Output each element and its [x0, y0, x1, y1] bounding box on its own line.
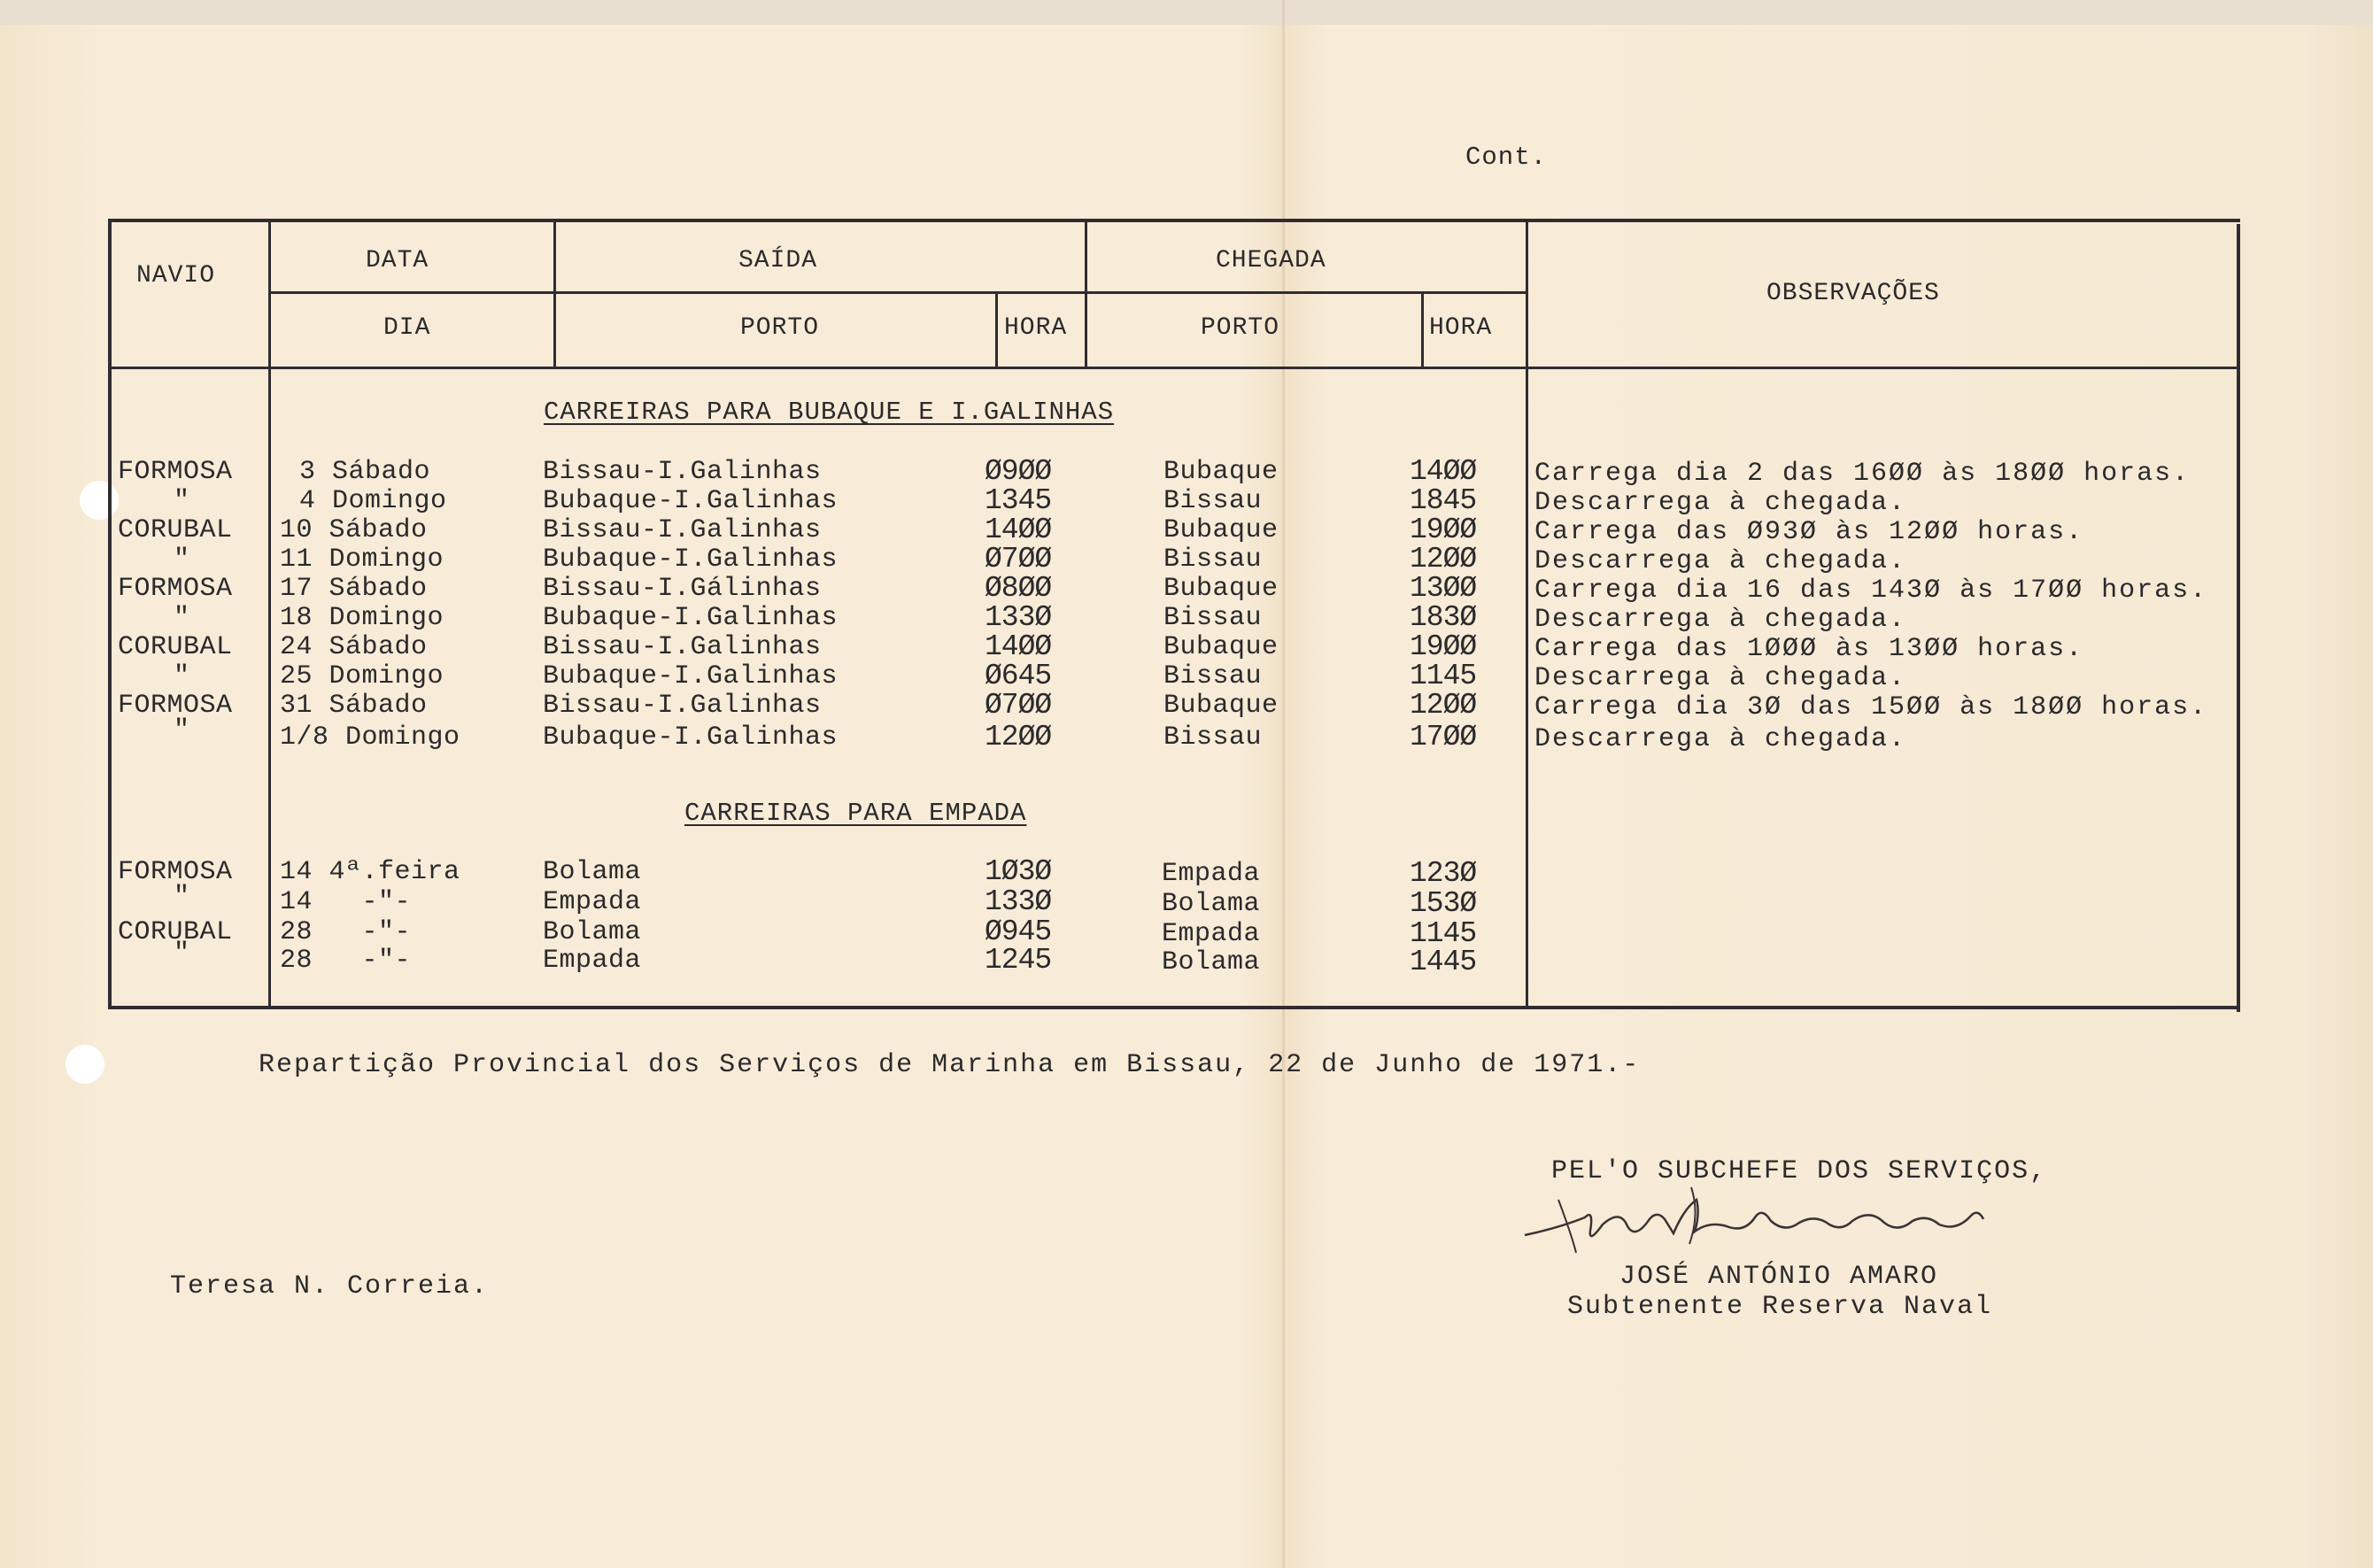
porto-saida-cell: Bissau-I.Galinhas	[543, 691, 822, 721]
porto-chegada-cell: Bubaque	[1163, 574, 1279, 604]
navio-cell: "	[174, 882, 190, 912]
hora-saida-cell: Ø8ØØ	[985, 572, 1052, 605]
hora-saida-cell: Ø9ØØ	[985, 455, 1052, 488]
typist-initials: Teresa N. Correia.	[170, 1271, 490, 1302]
hora-saida-cell: Ø7ØØ	[985, 689, 1052, 722]
navio-cell: FORMOSA	[118, 457, 233, 487]
dia-cell: 4 Domingo	[299, 486, 447, 516]
hora-saida-cell: 14ØØ	[985, 514, 1052, 546]
obs-cell: Descarrega à chegada.	[1534, 663, 1907, 693]
obs-cell: Carrega dia 2 das 16ØØ às 18ØØ horas.	[1534, 459, 2191, 489]
navio-cell: FORMOSA	[118, 574, 233, 604]
hora-chegada-cell: 19ØØ	[1410, 630, 1477, 663]
porto-chegada-cell: Bolama	[1162, 889, 1261, 919]
dia-cell: 17 Sábado	[280, 574, 428, 604]
hora-chegada-cell: 12ØØ	[1410, 689, 1477, 722]
section-title-empada: CARREIRAS PARA EMPADA	[684, 799, 1027, 828]
porto-saida-cell: Bubaque-I.Galinhas	[543, 486, 839, 516]
porto-saida-cell: Bolama	[543, 917, 642, 947]
header-hora-saida: HORA	[1004, 314, 1068, 342]
dia-cell: 3 Sábado	[299, 457, 431, 487]
hora-chegada-cell: 13ØØ	[1410, 572, 1477, 605]
porto-chegada-cell: Bubaque	[1163, 691, 1279, 721]
porto-chegada-cell: Empada	[1162, 859, 1261, 889]
porto-saida-cell: Empada	[543, 887, 642, 917]
hora-chegada-cell: 14ØØ	[1410, 455, 1477, 488]
hora-saida-cell: 1345	[985, 484, 1052, 517]
header-porto-chegada: PORTO	[1201, 314, 1280, 342]
navio-cell: FORMOSA	[118, 857, 233, 887]
porto-saida-cell: Bubaque-I.Galinhas	[543, 661, 839, 691]
signatory-rank: Subtenente Reserva Naval	[1567, 1292, 1993, 1322]
place-date-line: Repartição Provincial dos Serviços de Marinha em Bissau, 22 de Junho de 1971.-	[259, 1050, 1641, 1080]
section-title-bubaque: CARREIRAS PARA BUBAQUE E I.GALINHAS	[544, 398, 1115, 427]
hora-chegada-cell: 19ØØ	[1410, 514, 1477, 546]
hora-saida-cell: 1245	[985, 944, 1052, 977]
hora-saida-cell: 14ØØ	[985, 630, 1052, 663]
porto-saida-cell: Bissau-I.Galinhas	[543, 515, 822, 545]
dia-cell: 11 Domingo	[280, 545, 444, 575]
signatory-name: JOSÉ ANTÓNIO AMARO	[1619, 1262, 1939, 1292]
dia-cell: 28 -"-	[280, 917, 412, 947]
porto-chegada-cell: Bolama	[1162, 947, 1261, 977]
navio-cell: CORUBAL	[118, 515, 233, 545]
porto-saida-cell: Bissau-I.Galinhas	[543, 457, 822, 487]
hora-saida-cell: 1Ø3Ø	[985, 855, 1052, 888]
navio-cell: "	[174, 661, 190, 691]
porto-saida-cell: Bissau-I.Galinhas	[543, 632, 822, 662]
porto-saida-cell: Bolama	[543, 857, 642, 887]
porto-chegada-cell: Bubaque	[1163, 632, 1279, 662]
hora-saida-cell: 133Ø	[985, 885, 1052, 918]
dia-cell: 28 -"-	[280, 946, 412, 976]
navio-cell: "	[174, 938, 190, 969]
dia-cell: 31 Sábado	[280, 691, 428, 721]
porto-saida-cell: Bubaque-I.Galinhas	[543, 722, 839, 753]
porto-chegada-cell: Bissau	[1163, 661, 1263, 691]
header-saida: SAÍDA	[738, 247, 818, 274]
continuation-mark: Cont.	[1465, 143, 1548, 172]
hora-chegada-cell: 1845	[1410, 484, 1477, 517]
paper-top-edge	[0, 0, 2373, 25]
dia-cell: 10 Sábado	[280, 515, 428, 545]
hora-saida-cell: 133Ø	[985, 601, 1052, 634]
porto-saida-cell: Bubaque-I.Galinhas	[543, 603, 839, 633]
hora-chegada-cell: 183Ø	[1410, 601, 1477, 634]
porto-chegada-cell: Bissau	[1163, 545, 1263, 575]
navio-cell: CORUBAL	[118, 632, 233, 662]
porto-chegada-cell: Bubaque	[1163, 515, 1279, 545]
hora-saida-cell: Ø645	[985, 660, 1052, 692]
navio-cell: "	[174, 715, 190, 745]
porto-chegada-cell: Bubaque	[1163, 457, 1279, 487]
hora-chegada-cell: 1145	[1410, 917, 1477, 950]
porto-chegada-cell: Bissau	[1163, 722, 1263, 753]
porto-saida-cell: Bissau-I.Gálinhas	[543, 574, 822, 604]
punch-hole-bottom	[66, 1045, 104, 1084]
header-hora-chegada: HORA	[1429, 314, 1493, 342]
handwritten-signature	[1523, 1182, 2001, 1257]
obs-cell: Descarrega à chegada.	[1534, 605, 1907, 635]
hora-saida-cell: Ø945	[985, 915, 1052, 948]
obs-cell: Carrega dia 3Ø das 15ØØ às 18ØØ horas.	[1534, 692, 2208, 722]
punch-hole-top	[80, 481, 119, 520]
header-chegada: CHEGADA	[1216, 247, 1326, 274]
porto-chegada-cell: Empada	[1162, 919, 1261, 949]
obs-cell: Carrega das Ø93Ø às 12ØØ horas.	[1534, 517, 2084, 547]
header-porto-saida: PORTO	[740, 314, 820, 342]
navio-cell: "	[174, 603, 190, 633]
dia-cell: 14 4ª.feira	[280, 857, 460, 887]
dia-cell: 1/8 Domingo	[280, 722, 460, 753]
hora-chegada-cell: 123Ø	[1410, 857, 1477, 890]
dia-cell: 14 -"-	[280, 887, 412, 917]
porto-saida-cell: Empada	[543, 946, 642, 976]
navio-cell: FORMOSA	[118, 691, 233, 721]
dia-cell: 18 Domingo	[280, 603, 444, 633]
hora-chegada-cell: 17ØØ	[1410, 721, 1477, 753]
porto-chegada-cell: Bissau	[1163, 486, 1263, 516]
hora-chegada-cell: 12ØØ	[1410, 543, 1477, 575]
dia-cell: 25 Domingo	[280, 661, 444, 691]
header-navio: NAVIO	[136, 262, 216, 290]
header-data: DATA	[366, 247, 429, 274]
paper-fold	[1282, 0, 1285, 1568]
dia-cell: 24 Sábado	[280, 632, 428, 662]
porto-chegada-cell: Bissau	[1163, 603, 1263, 633]
obs-cell: Descarrega à chegada.	[1534, 724, 1907, 754]
obs-cell: Descarrega à chegada.	[1534, 488, 1907, 518]
hora-saida-cell: 12ØØ	[985, 721, 1052, 753]
porto-saida-cell: Bubaque-I.Galinhas	[543, 545, 839, 575]
signature-caption: PEL'O SUBCHEFE DOS SERVIÇOS,	[1551, 1156, 2048, 1186]
hora-saida-cell: Ø7ØØ	[985, 543, 1052, 575]
hora-chegada-cell: 153Ø	[1410, 887, 1477, 920]
hora-chegada-cell: 1445	[1410, 946, 1477, 978]
obs-cell: Carrega dia 16 das 143Ø às 17ØØ horas.	[1534, 575, 2208, 606]
obs-cell: Carrega das 1ØØØ às 13ØØ horas.	[1534, 634, 2084, 664]
header-dia: DIA	[383, 314, 431, 342]
navio-cell: CORUBAL	[118, 917, 233, 947]
navio-cell: "	[174, 545, 190, 575]
hora-chegada-cell: 1145	[1410, 660, 1477, 692]
header-observacoes: OBSERVAÇÕES	[1766, 280, 1940, 307]
obs-cell: Descarrega à chegada.	[1534, 546, 1907, 576]
navio-cell: "	[174, 486, 190, 516]
